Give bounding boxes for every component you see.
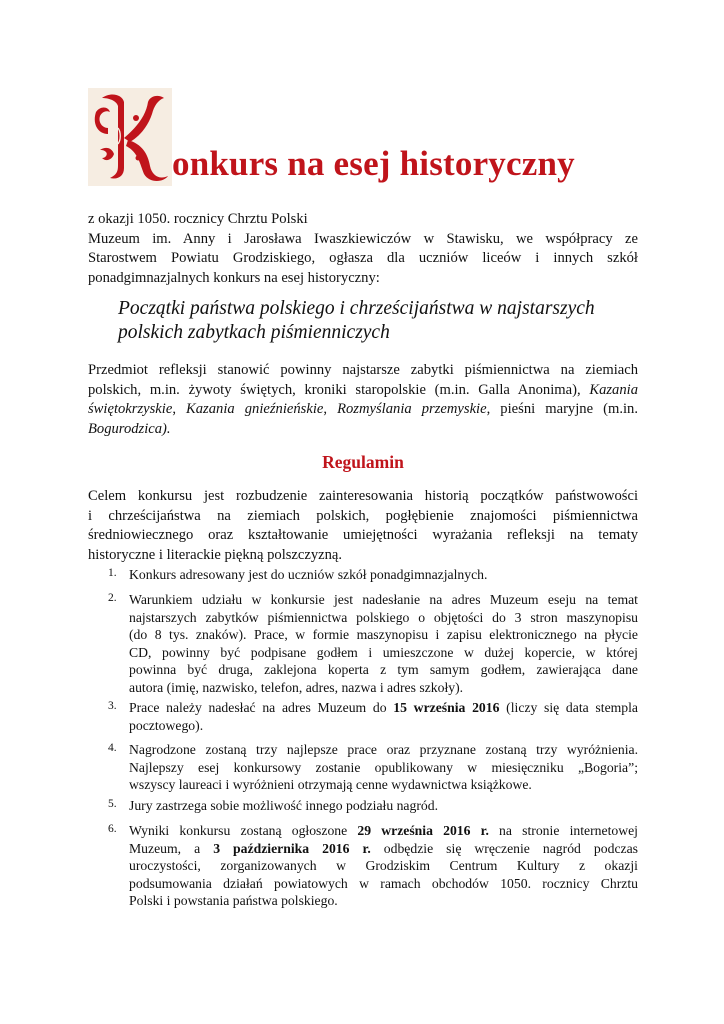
- list-item-line: podsumowania działań powiatowych w ramach obchodów 1050. rocznicy Chrztu: [129, 875, 638, 891]
- subject-text: ,: [323, 401, 338, 418]
- list-item-line: najstarszych zabytków piśmiennictwa polskiego o objętości do 3 stron maszynopisu: [129, 609, 638, 625]
- list-number: 1.: [108, 567, 117, 579]
- subject-line: [88, 400, 638, 420]
- essay-topic: [118, 297, 638, 345]
- subject-title-italic: Rozmyślania przemyskie: [337, 401, 487, 418]
- deadline-date: 15 września 2016: [393, 700, 500, 715]
- list-item-line: pocztowego).: [129, 717, 204, 733]
- subject-title-italic: Kazania gnieźnieńskie: [186, 401, 324, 418]
- list-item-text: Prace należy nadesłać na adres Muzeum do: [129, 700, 394, 715]
- intro-line: ponadgimnazjalnych konkurs na esej historyczny:: [88, 269, 380, 286]
- results-date: 29 września 2016 r.: [357, 823, 489, 838]
- intro-line: Starostwem Powiatu Grodziskiego, ogłasza dla uczniów liceów i innych szkół: [88, 250, 638, 267]
- list-item-line: [129, 840, 638, 858]
- decorated-initial-k: [88, 88, 172, 186]
- list-item-line: uroczystości, zorganizowanych w Grodziskim Centrum Kultury z okazji: [129, 858, 638, 873]
- purpose-line: historyczne i literackie piękną polszczyzną.: [88, 546, 343, 563]
- subject-title-italic: Kazania: [589, 381, 638, 398]
- subject-paragraph: [88, 361, 638, 439]
- list-number: 3.: [108, 700, 117, 712]
- list-item-line: Warunkiem udziału w konkursie jest nadesłanie na adres Muzeum eseju na temat: [129, 592, 638, 607]
- intro-paragraph: [88, 210, 638, 288]
- list-item-text: na stronie internetowej: [488, 823, 638, 838]
- purpose-paragraph: [88, 487, 638, 565]
- subject-text: , pieśni maryjne (m.in.: [486, 401, 638, 418]
- subject-line: [88, 381, 638, 401]
- intro-occasion: z okazji 1050. rocznicy Chrztu Polski: [88, 211, 308, 227]
- subject-line: [88, 420, 638, 440]
- list-item-text: (liczy się data stempla: [499, 700, 639, 715]
- list-number: 4.: [108, 742, 117, 754]
- purpose-line: Celem konkursu jest rozbudzenie zainteresowania historią początków państwowości: [88, 488, 638, 504]
- list-item-text: Muzeum, a: [129, 840, 214, 856]
- subject-title-italic: Bogurodzica).: [88, 420, 171, 437]
- subject-text: ,: [172, 401, 187, 418]
- list-number: 5.: [108, 798, 117, 810]
- regulamin-heading: Regulamin: [322, 452, 404, 472]
- subject-title-italic: świętokrzyskie: [88, 401, 173, 418]
- list-item-line: (do 8 tys. znaków). Prace, w formie maszynopisu i zapisu elektronicznego na płycie: [129, 627, 638, 642]
- list-item-line: wszyscy laureaci i wyróżnieni otrzymają cenne wydawnictwa książkowe.: [129, 777, 532, 792]
- list-item-text: odbędzie się wręczenie nagród podczas: [370, 840, 638, 856]
- subject-text: polskich, m.in. żywoty świętych, kroniki staropolskie (m.in. Galla Anonima),: [88, 381, 590, 398]
- list-item-line: [129, 822, 638, 840]
- list-number: 6.: [108, 823, 117, 835]
- list-item-text: Wyniki konkursu zostaną ogłoszone: [129, 823, 358, 838]
- purpose-line: i chrześcijaństwa na ziemiach polskich, pogłębienie znajomości piśmiennictwa: [88, 507, 638, 524]
- list-item-line: powinna być druga, zaklejona koperta z tym samym godłem, zawierająca dane: [129, 662, 638, 677]
- purpose-line: średniowiecznego oraz kształtowanie umiejętności wyrażania refleksji na tematy: [88, 527, 638, 544]
- ceremony-date: 3 października 2016 r.: [213, 840, 371, 856]
- list-item-line: Polski i powstania państwa polskiego.: [129, 893, 338, 908]
- list-item-line: Konkurs adresowany jest do uczniów szkół ponadgimnazjalnych.: [129, 567, 488, 582]
- topic-line: Początki państwa polskiego i chrześcijaństwa w najstarszych: [118, 298, 595, 319]
- topic-line: polskich zabytkach piśmienniczych: [118, 322, 390, 343]
- list-item-line: Jury zastrzega sobie możliwość innego podziału nagród.: [129, 798, 439, 813]
- document-title: [88, 88, 648, 188]
- title-text: onkurs na esej historyczny: [172, 144, 575, 183]
- list-item-line: Nagrodzone zostaną trzy najlepsze prace oraz przyznane zostaną trzy wyróżnienia.: [129, 742, 638, 757]
- list-item-line: autora (imię, nazwisko, telefon, adres, nazwa i adres szkoły).: [129, 679, 464, 695]
- list-item-line: Najlepszy esej konkursowy zostanie opublikowany w miesięczniku „Bogoria”;: [129, 759, 638, 775]
- intro-line: Muzeum im. Anny i Jarosława Iwaszkiewiczów w Stawisku, we współpracy ze: [88, 230, 638, 247]
- list-item-line: [129, 699, 638, 717]
- subject-line: Przedmiot refleksji stanowić powinny najstarsze zabytki piśmiennictwa na ziemiach: [88, 362, 638, 378]
- list-item-line: CD, powinny być podpisane godłem i umieszczone w dużej kopercie, w której: [129, 644, 638, 660]
- list-number: 2.: [108, 592, 117, 604]
